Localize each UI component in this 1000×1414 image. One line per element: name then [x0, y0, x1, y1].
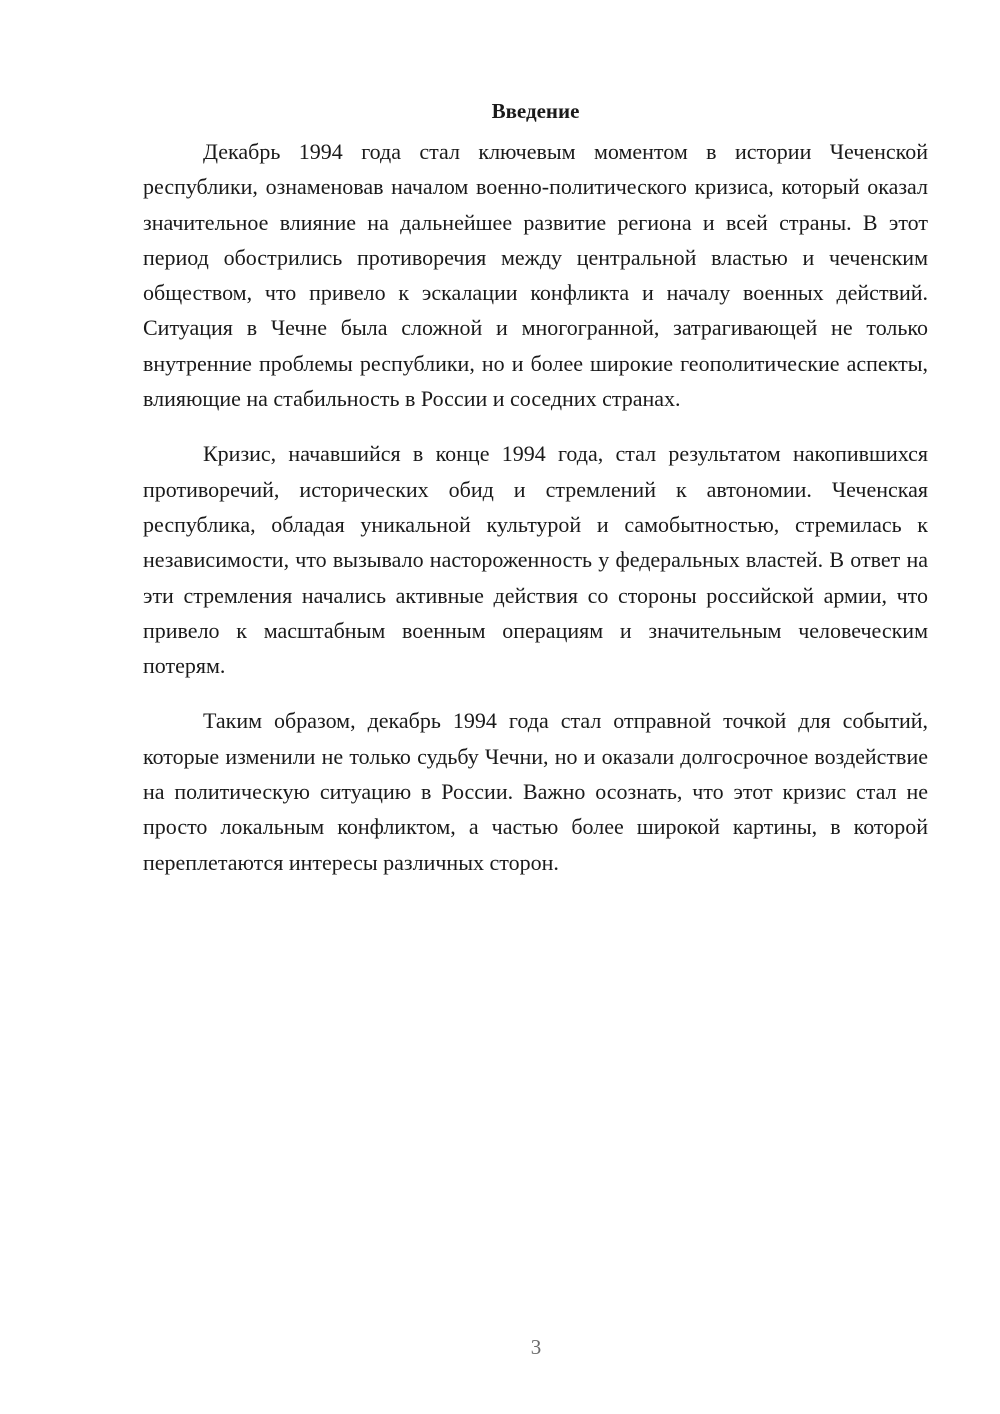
paragraph-1: Декабрь 1994 года стал ключевым моментом в истории Чеченской республики, ознаменовав началом военно-политического кризиса, который оказал значительное влияние на дальнейшее развитие региона и всей страны. В этот период обострились противоречия между центральной властью и чеченским обществом, что привело к эскалации конфликта и началу военных действий. Ситуация в Чечне была сложной и многогранной, затрагивающей не только внутренние проблемы республики, но и более широкие геополитические аспекты, влияющие на стабильность в России и соседних странах. [143, 139, 928, 412]
page-content [143, 96, 928, 880]
section-heading: Введение [491, 99, 580, 123]
paragraph-3: Таким образом, декабрь 1994 года стал отправной точкой для событий, которые изменили не только судьбу Чечни, но и оказали долгосрочное воздействие на политическую ситуацию в России. Важно осознать, что этот кризис стал не просто локальным конфликтом, а частью более широкой картины, в которой переплетаются интересы различных сторон. [143, 708, 928, 875]
page-number: 3 [530, 1335, 542, 1359]
paragraph-2: Кризис, начавшийся в конце 1994 года, стал результатом накопившихся противоречий, исторических обид и стремлений к автономии. Чеченская республика, обладая уникальной культурой и самобытностью, стремилась к независимости, что вызывало настороженность у федеральных властей. В ответ на эти стремления начались активные действия со стороны российской армии, что привело к масштабным военным операциям и значительным человеческим потерям. [143, 441, 928, 679]
